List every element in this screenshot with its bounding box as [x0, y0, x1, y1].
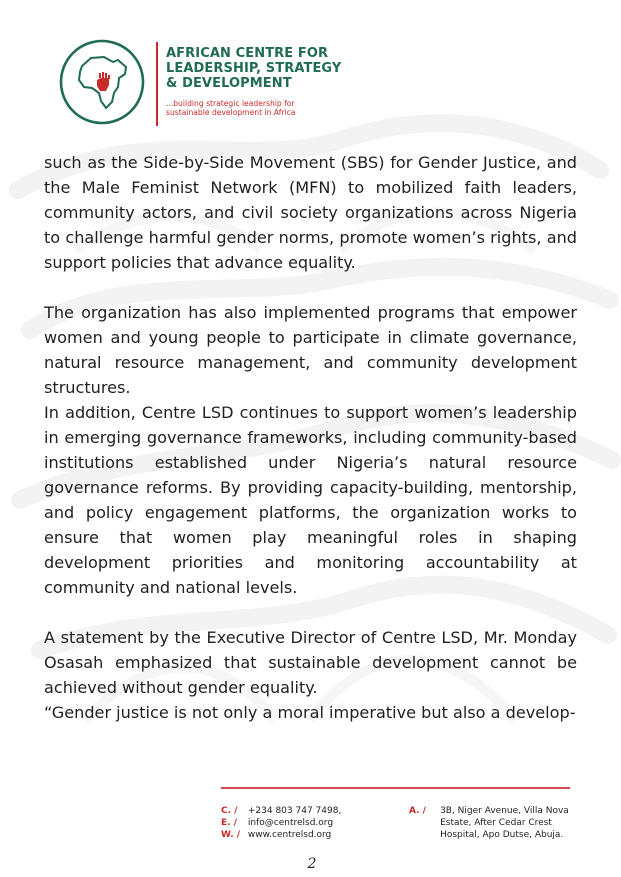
paragraph-gap-2 — [44, 600, 577, 625]
organization-tagline: ...building strategic leadership for sustainable development in Africa — [166, 99, 296, 117]
paragraph-2: The organization has also implemented programs that empower women and young people to participate in climate governance, natural resource management, and community development structures. — [44, 303, 577, 397]
email-line — [221, 817, 401, 829]
phone-number: +234 803 747 7498, — [247, 806, 342, 816]
email-prefix: E. / — [221, 818, 237, 828]
paragraph-4: A statement by the Executive Director of Centre LSD, Mr. Monday Osasah emphasized that sustainable development cannot be achieved without gender equality. — [44, 628, 577, 697]
letter-body — [44, 150, 577, 725]
email-address: info@centrelsd.org — [247, 818, 334, 828]
header-divider — [156, 42, 158, 126]
phone-line — [221, 805, 401, 817]
letterhead-header — [58, 38, 378, 130]
footer-divider — [221, 787, 570, 789]
paragraph-1: such as the Side-by-Side Movement (SBS) for Gender Justice, and the Male Feminist Network (MFN) to mobilized faith leaders, community actors, and civil society organizations across Nigeria to challenge harmful gender norms, promote women’s rights, and support policies that advance equality. — [44, 153, 577, 272]
address-prefix: A. / — [409, 806, 426, 816]
website-prefix: W. / — [221, 830, 241, 840]
phone-prefix: C. / — [221, 806, 238, 816]
street-address: 3B, Niger Avenue, Villa Nova Estate, After Cedar Crest Hospital, Apo Dutse, Abuja. — [440, 806, 569, 840]
paragraph-gap-1 — [44, 275, 577, 300]
address-details — [409, 805, 589, 841]
page-number: 2 — [307, 856, 317, 872]
paragraph-3: In addition, Centre LSD continues to support women’s leadership in emerging governance frameworks, including community-based institutions established under Nigeria’s natural resource governance reforms. By providing capacity-building, mentorship, and policy engagement platforms, the organization works to ensure that women play meaningful roles in shaping development priorities and monitoring accountability at community and national levels. — [44, 403, 577, 597]
contact-details — [221, 805, 401, 841]
africa-fist-logo-icon — [58, 38, 146, 126]
paragraph-5: “Gender justice is not only a moral imperative but also a develop- — [44, 703, 576, 722]
organization-name: AFRICAN CENTRE FOR LEADERSHIP, STRATEGY & DEVELOPMENT — [166, 46, 342, 91]
website-address: www.centrelsd.org — [247, 830, 332, 840]
website-line — [221, 829, 401, 841]
